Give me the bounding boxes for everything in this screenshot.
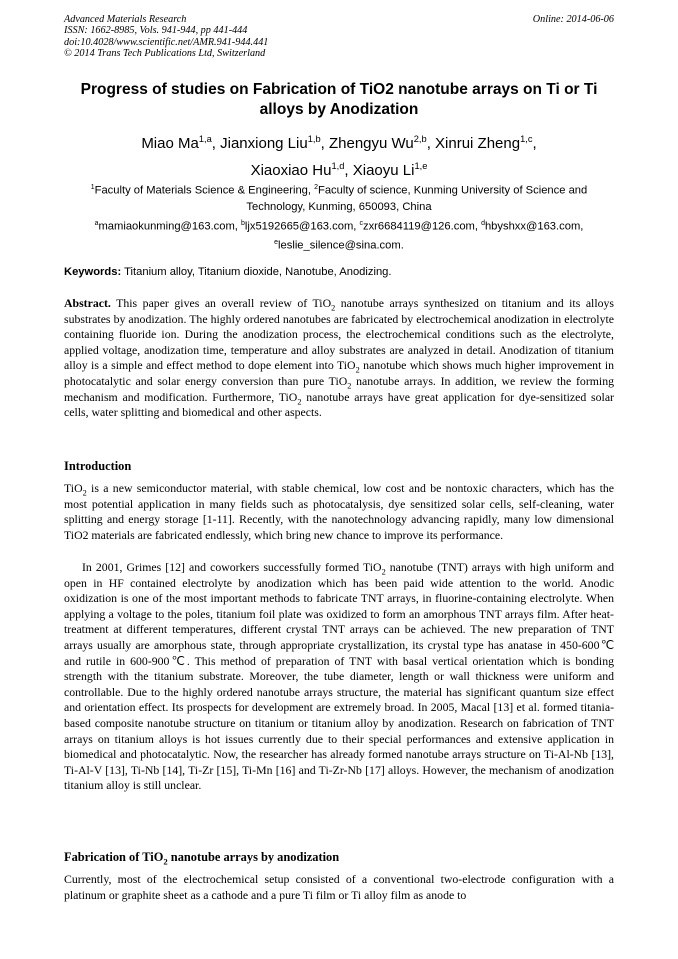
subscript: 2 [331,303,336,313]
paragraph-text: nanotube (TNT) arrays with high uniform and open in HF contained electrolyte by anodization which has been paid wide attention to the world. Anodic oxidization is one of the most important methods to fabricate TNT arrays, in fluorine-containing electrolyte. When applying a voltage to the poles, titanium foil plate was oxidized to form an amorphous TNT arrays film. After heat-treatment at different temperatures, different crystal TNT arrays can be achieved. The new preparation of TNT arrays usually are amorphous state, through appropriate crystallization, its crystal type has anatase in 450-600℃ and rutile in 600-900℃. This method of preparation of TNT with basal vertical orientation which is bonding strength with the titanium substrate. Moreover, the tube diameter, length or wall thickness were uniform and controllable. Due to the highly ordered nanotube arrays structure, the material has significant quantum size effect and orientation effect. Its prospects for development are extremely broad. In 2005, Macal [13] et al. formed titania-based composite nanotube structure on titanium or titanium alloy by anodization. Research on fabrication of TNT arrays on titanium alloys is hot issues currently due to their special performances and extensive application in biomedical and photocatalytic. Now, the researcher has already formed nanotube arrays structure on Ti-Al-Nb [13], Ti-Al-V [13], Ti-Nb [14], Ti-Zr [15], Ti-Mn [16] and Ti-Zr-Nb [17] alloys. However, the mechanism of anodization titanium alloy is still unclear. [64,560,614,793]
abstract-text: This paper gives an overall review of TiO [110,296,332,310]
abstract-text: nanotube which shows much higher improvement in photocatalytic and solar energy conversion than pure TiO [64,358,615,388]
subscript: 2 [82,488,87,498]
author-sep: , [344,162,353,179]
online-date: Online: 2014-06-06 [532,14,614,25]
section-heading-introduction: Introduction [64,459,132,473]
email-sup: c [359,220,363,227]
issn-line: ISSN: 1662-8985, Vols. 941-944, pp 441-444 [64,25,248,37]
email-list [64,216,614,253]
paper-title: Progress of studies on Fabrication of TiO2 nanotube arrays on Ti or Ti alloys by Anodization [80,81,598,118]
subscript: 2 [355,365,360,375]
paragraph-text: is a new semiconductor material, with stable chemical, low cost and be nontoxic characters, which has the most potential application in many fields such as photocatalysis, dye sensitized solar cells, self-cleaning, water splitting and energy storage [1-11]. Recently, with the nanotechnology advancing rapidly, many low dimensional TiO2 materials are fabricated endlessly, which bring new chance to improve its performance. [64,481,614,542]
doi-line: doi:10.4028/www.scientific.net/AMR.941-944.441 [64,36,269,48]
author-name: Jianxiong Liu [220,135,308,152]
keywords-text: Titanium alloy, Titanium dioxide, Nanotube, Anodizing. [121,266,392,278]
affiliations [64,180,614,215]
email-sup: e [274,238,279,246]
author-sup: 1,e [414,161,428,171]
paragraph-text: In 2001, Grimes [12] and coworkers successfully formed TiO [82,560,382,574]
author-sup: 2,b [413,134,427,144]
author-sup: 1,b [307,134,321,144]
email-address: mamiaokunming@163.com, [98,220,242,233]
abstract-text: nanotube arrays have great application for dye-sensitized solar cells, water splitting and biomedical and other aspects. [64,389,614,420]
author-sup: 1,c [520,134,533,144]
email-sup: a [94,220,99,227]
paragraph: Currently, most of the electrochemical setup consisted of a conventional two-electrode configuration with a platinum or graphite sheet as a cathode and a pure Ti film or Ti alloy film as anode to [64,872,614,902]
journal-info [64,14,268,60]
heading-text: Fabrication of TiO [64,850,164,864]
keywords [64,265,614,280]
section-heading-fabrication [64,850,339,865]
subscript: 2 [163,856,168,867]
affil-sup: 1 [90,184,95,191]
paragraph [64,481,614,543]
abstract [64,296,614,421]
author-name: Xinrui Zheng [435,135,521,152]
author-sep: , [426,135,436,152]
author-sup: 1,a [198,134,212,144]
abstract-text: nanotube arrays synthesized on titanium and its alloys substrates by anodization. The highly ordered nanotubes are fabricated by electrochemical anodization in electrolyte containing fluoride ion. During the anodization process, the electrochemical conditions such as the electrolyte, applied voltage, anodization time, temperature and alloy substrates are analyzed in detail. Anodization of titanium alloy is a simple and effect method to dope element into TiO [64,296,615,373]
author-sep: , [532,135,537,152]
paragraph [64,560,614,794]
email-sup: d [481,220,485,227]
abstract-label: Abstract. [64,296,111,310]
author-name: Xiaoyu Li [352,162,415,179]
author-sep: , [211,135,221,152]
keywords-label: Keywords: [64,266,122,278]
paragraph-text: TiO [64,481,83,495]
subscript: 2 [347,381,352,391]
author-list [64,128,614,182]
author-sup: 1,d [331,161,345,171]
affil-text: Faculty of Materials Science & Engineering, [94,184,315,197]
email-address: ljx5192665@163.com, [244,220,360,233]
affil-sup: 2 [314,184,318,191]
abstract-text: nanotube arrays. In addition, we review the forming mechanism and modification. Furthermore, TiO [64,373,614,404]
author-name: Xiaoxiao Hu [250,162,332,179]
email-address: leslie_silence@sina.com. [278,239,404,252]
author-name: Zhengyu Wu [328,135,414,152]
email-address: zxr6684119@126.com, [362,220,482,233]
journal-name: Advanced Materials Research [64,14,187,25]
copyright-line: © 2014 Trans Tech Publications Ltd, Switzerland [64,48,266,60]
author-name: Miao Ma [141,135,199,152]
email-address: hbyshxx@163.com, [484,220,584,233]
subscript: 2 [297,396,302,406]
affil-text: Faculty of science, Kunming University of Science and Technology, Kunming, 650093, China [246,184,588,213]
subscript: 2 [381,567,386,577]
heading-text: nanotube arrays by anodization [167,850,340,864]
email-sup: b [241,220,245,227]
author-sep: , [320,135,329,152]
